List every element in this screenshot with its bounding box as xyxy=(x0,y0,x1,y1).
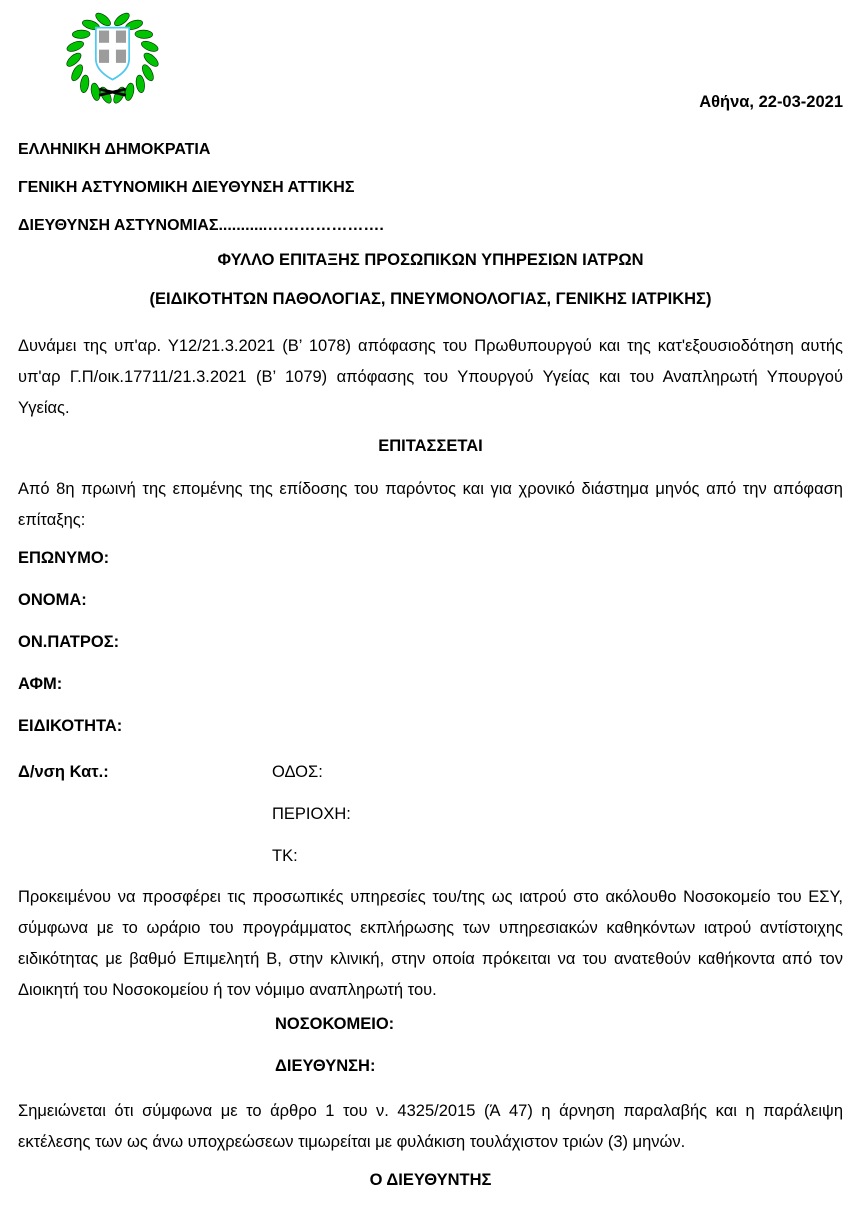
address-sub-fields xyxy=(272,762,351,866)
field-row-firstname xyxy=(18,590,843,610)
field-row-hospital-address xyxy=(275,1056,843,1076)
field-row-afm xyxy=(18,674,843,694)
field-row-fathers-name xyxy=(18,632,843,652)
field-row-hospital xyxy=(275,1014,843,1034)
field-row-surname xyxy=(18,548,843,568)
document-title: ΦΥΛΛΟ ΕΠΙΤΑΞΗΣ ΠΡΟΣΩΠΙΚΩΝ ΥΠΗΡΕΣΙΩΝ ΙΑΤΡΩΝ xyxy=(217,251,644,269)
greek-coat-of-arms-logo xyxy=(60,8,165,106)
field-row-specialty xyxy=(18,716,843,736)
hospital-terms-paragraph: Προκειμένου να προσφέρει τις προσωπικές υπηρεσίες του/της ως ιατρού στο ακόλουθο Νοσοκομείο του ΕΣΥ, σύμφωνα με το ωράριο του προγράμματος εκπλήρωσης των υπηρεσιακών καθηκόντων ιατρού αντίστοιχης ειδικότητας με βαθμό Επιμελητή Β, στην κλινική, στην οποία πρόκειται να του ανατεθούν καθήκοντα από τον Διοικητή του Νοσοκομείου ή τον νόμιμο αναπληρωτή του. xyxy=(18,888,843,999)
address-block xyxy=(18,762,843,866)
date-line: Αθήνα, 22-03-2021 xyxy=(699,93,843,111)
field-label-postal-code: ΤΚ: xyxy=(272,847,298,865)
field-label-hospital: ΝΟΣΟΚΟΜΕΙΟ: xyxy=(275,1015,395,1033)
field-label-surname: ΕΠΩΝΥΜΟ: xyxy=(18,549,110,567)
field-label-specialty: ΕΙΔΙΚΟΤΗΤΑ: xyxy=(18,717,123,735)
header-line-republic: ΕΛΛΗΝΙΚΗ ΔΗΜΟΚΡΑΤΙΑ xyxy=(18,141,211,158)
document-subtitle: (ΕΙΔΙΚΟΤΗΤΩΝ ΠΑΘΟΛΟΓΙΑΣ, ΠΝΕΥΜΟΝΟΛΟΓΙΑΣ, ΓΕΝΙΚΗΣ ΙΑΤΡΙΚΗΣ) xyxy=(149,290,712,308)
field-label-street: ΟΔΟΣ: xyxy=(272,763,323,781)
field-row-area xyxy=(272,804,351,824)
penalty-paragraph: Σημειώνεται ότι σύμφωνα με το άρθρο 1 του ν. 4325/2015 (Ά 47) η άρνηση παραλαβής και η παράλειψη εκτέλεσης των ως άνω υποχρεώσεων τιμωρείται με φυλάκιση τουλάχιστον τριών (3) μηνών. xyxy=(18,1102,843,1151)
legal-basis-paragraph: Δυνάμει της υπ'αρ. Υ12/21.3.2021 (Β’ 1078) απόφασης του Πρωθυπουργού και της κατ'εξουσιοδότηση αυτής υπ'αρ Γ.Π/οικ.17711/21.3.2021 (Β’ 1079) απόφασης του Υπουργού Υγείας και του Αναπληρωτή Υπουργού Υγείας. xyxy=(18,337,843,417)
field-label-area: ΠΕΡΙΟΧΗ: xyxy=(272,805,351,823)
field-label-fathers-name: ΟΝ.ΠΑΤΡΟΣ: xyxy=(18,633,120,651)
field-row-postal-code xyxy=(272,846,351,866)
section-heading-epitassetai: ΕΠΙΤΑΣΣΕΤΑΙ xyxy=(378,437,483,455)
field-row-street xyxy=(272,762,351,782)
field-label-afm: ΑΦΜ: xyxy=(18,675,63,693)
order-paragraph: Από 8η πρωινή της επομένης της επίδοσης του παρόντος και για χρονικό διάστημα μηνός από την απόφαση επίταξης: xyxy=(18,480,843,529)
coat-of-arms-icon xyxy=(60,8,165,106)
header-line-police-division: ΔΙΕΥΘΥΝΣΗ ΑΣΤΥΝΟΜΙΑΣ...........…………………. xyxy=(18,217,384,234)
signature-heading: Ο ΔΙΕΥΘΥΝΤΗΣ xyxy=(369,1171,492,1189)
field-label-residence-address: Δ/νση Κατ.: xyxy=(18,763,109,781)
field-label-hospital-address: ΔΙΕΥΘΥΝΣΗ: xyxy=(275,1057,376,1075)
header-line-police-directorate: ΓΕΝΙΚΗ ΑΣΤΥΝΟΜΙΚΗ ΔΙΕΥΘΥΝΣΗ ΑΤΤΙΚΗΣ xyxy=(18,179,355,196)
field-label-firstname: ΟΝΟΜΑ: xyxy=(18,591,87,609)
